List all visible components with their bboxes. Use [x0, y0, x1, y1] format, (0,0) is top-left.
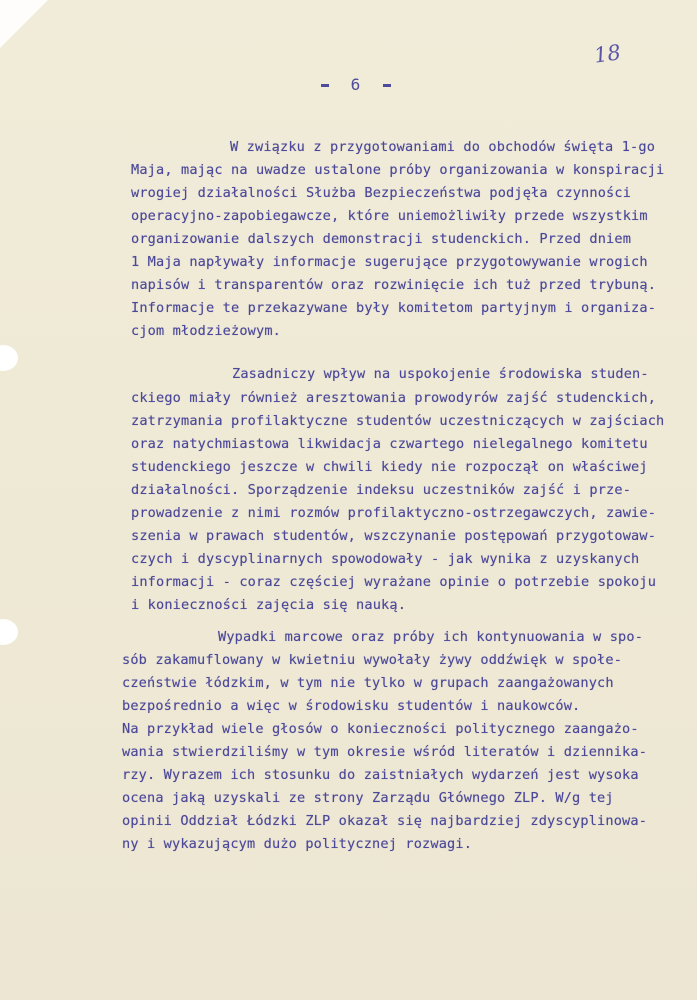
text-line: cjom młodzieżowym.	[131, 323, 282, 339]
text-line: czych i dyscyplinarnych spowodowały - jak wynika z uzyskanych	[131, 551, 640, 567]
text-line: Na przykład wiele głosów o konieczności politycznego zaangażo-	[122, 721, 639, 737]
text-line: opinii Oddział Łódzki ZLP okazał się najbardziej zdyscyplinowa-	[122, 813, 648, 829]
text-line: operacyjno-zapobiegawcze, które uniemożliwiły przede wszystkim	[131, 208, 648, 224]
text-line: Zasadniczy wpływ na uspokojenie środowiska studen-	[232, 366, 649, 382]
text-line: studenckiego jeszcze w chwili kiedy nie rozpoczął on właściwej	[131, 459, 648, 475]
punch-hole-top	[0, 345, 18, 371]
text-line: 1 Maja napływały informacje sugerujące przygotowywanie wrogich	[131, 254, 648, 270]
typed-page-number-value: 6	[350, 75, 362, 94]
folded-corner	[0, 0, 48, 48]
text-line: informacji - coraz częściej wyrażane opinie o potrzebie spokoju	[131, 574, 657, 590]
text-line: rzy. Wyrazem ich stosunku do zaistniałych wydarzeń jest wysoka	[122, 767, 639, 783]
text-line: Maja, mając na uwadze ustalone próby organizowania w konspiracji	[131, 162, 665, 178]
text-line: wania stwierdziliśmy w tym okresie wśród literatów i dziennika-	[122, 744, 648, 760]
text-line: działalności. Sporządzenie indeksu uczestników zajść i prze-	[131, 482, 632, 498]
text-line: oraz natychmiastowa likwidacja czwartego nielegalnego komitetu	[131, 436, 648, 452]
text-line: wrogiej działalności Służba Bezpieczeństwa podjęła czynności	[131, 185, 632, 201]
text-line: W związku z przygotowaniami do obchodów święta 1-go	[230, 139, 656, 155]
text-line: napisów i transparentów oraz rozwinięcie ich tuż przed trybuną.	[131, 277, 657, 293]
dash-left	[321, 84, 329, 87]
typed-page-number	[286, 75, 426, 94]
text-line: Wypadki marcowe oraz próby ich kontynuowania w spo-	[218, 629, 644, 645]
text-line: ny i wykazującym dużo politycznej rozwagi.	[122, 836, 473, 852]
handwritten-page-number: 18	[592, 40, 623, 68]
text-line: prowadzenie z nimi rozmów profilaktyczno-ostrzegawczych, zawie-	[131, 505, 657, 521]
dash-right	[383, 84, 391, 87]
punch-hole-bottom	[0, 619, 18, 645]
text-line: ckiego miały również aresztowania prowodyrów zajść studenckich,	[131, 390, 657, 406]
text-line: zatrzymania profilaktyczne studentów uczestniczących w zajściach	[131, 413, 665, 429]
text-line: szenia w prawach studentów, wszczynanie postępowań przygotowaw-	[131, 528, 657, 544]
text-line: Informacje te przekazywane były komitetom partyjnym i organiza-	[131, 300, 657, 316]
text-line: organizowanie dalszych demonstracji studenckich. Przed dniem	[131, 231, 632, 247]
text-line: ocena jaką uzyskali ze strony Zarządu Głównego ZLP. W/g tej	[122, 790, 614, 806]
text-line: bezpośrednio a więc w środowisku studentów i naukowców.	[122, 698, 581, 714]
text-line: i konieczności zajęcia się nauką.	[131, 597, 407, 613]
text-line: czeństwie łódzkim, w tym nie tylko w grupach zaangażowanych	[122, 675, 614, 691]
text-line: sób zakamuflowany w kwietniu wywołały żywy oddźwięk w społe-	[122, 652, 623, 668]
